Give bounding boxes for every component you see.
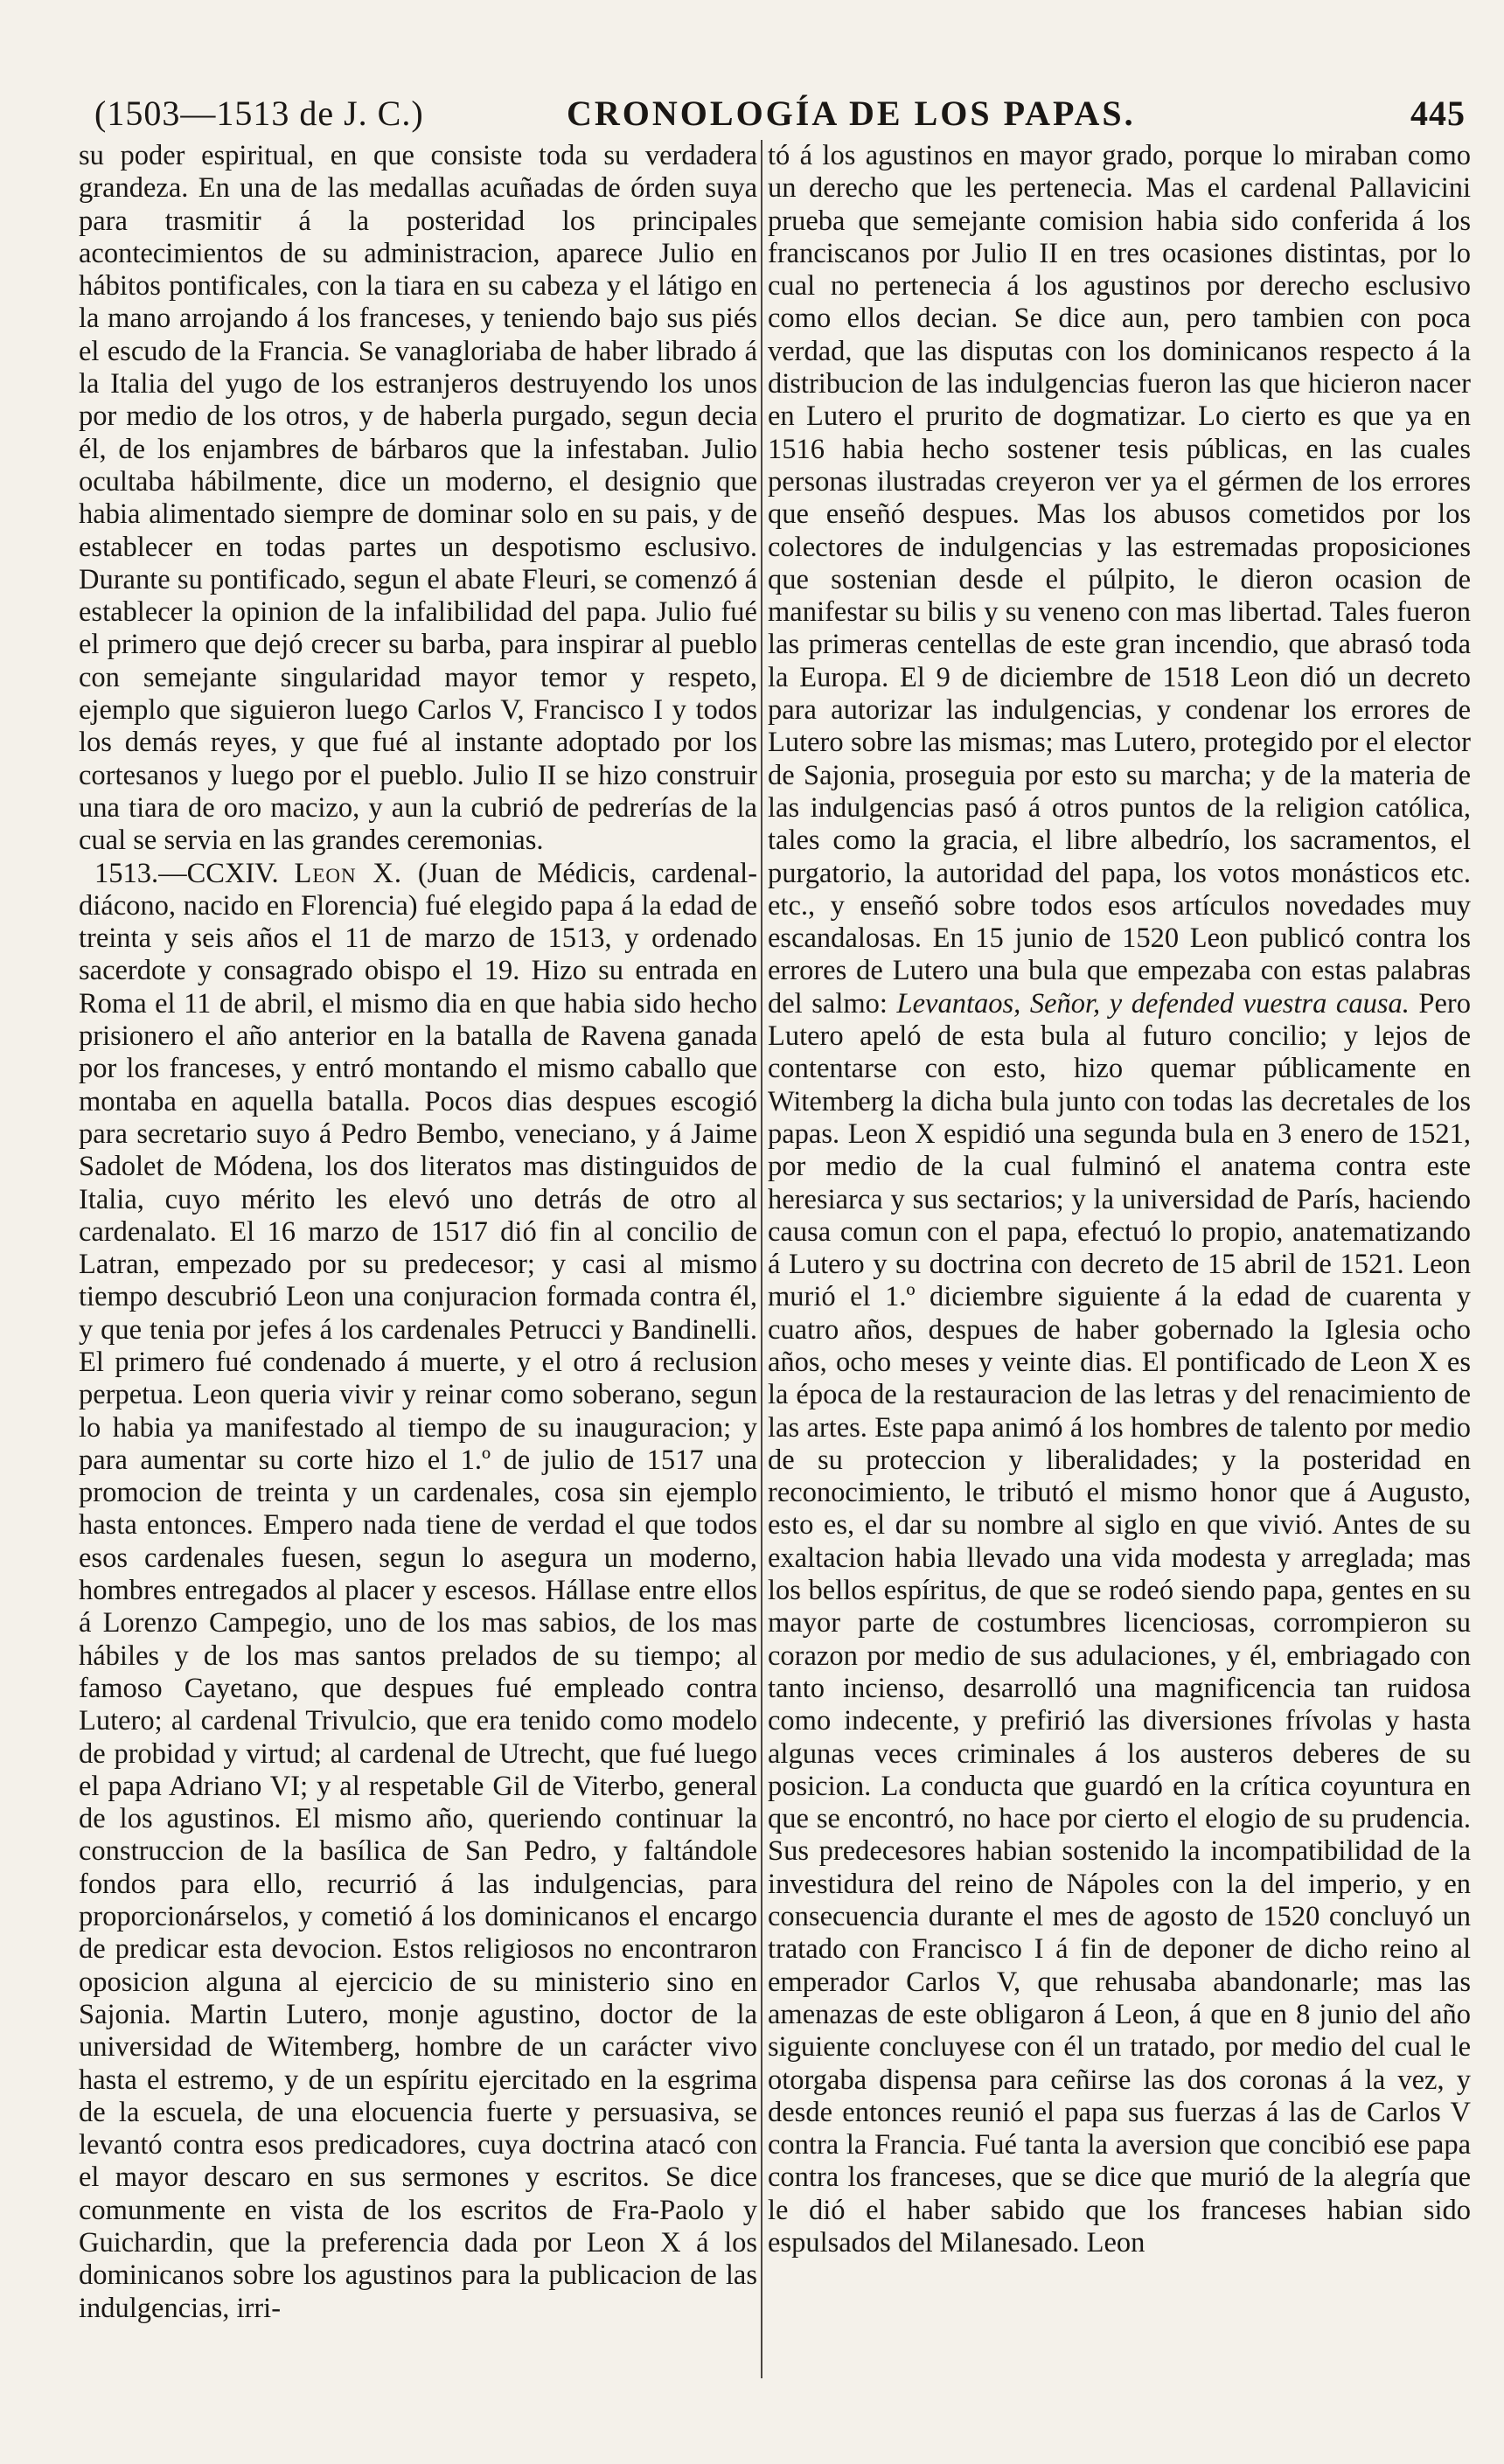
column-divider xyxy=(761,140,762,2378)
left-column xyxy=(79,140,757,2431)
paragraph-continuation xyxy=(768,140,1471,2259)
entry-leon-x xyxy=(79,858,757,2325)
header-date-range: (1503—1513 de J. C.) xyxy=(94,94,424,133)
text-part-2: Pero Lutero apeló de esta bula al futuro concilio; y lejos de contentarse con esto, hizo quemar públicamente en Witemberg la dicha bula junto con todas las decretales de los papas. Leon X espidió una segunda bula en 3 enero de 1521, por medio de la cual fulminó el anatema contra este heresiarca y sus sectarios; y la universidad de París, haciendo causa comun con el papa, efectuó lo propio, anatematizando á Lutero y su doctrina con decreto de 15 abril de 1521. Leon murió el 1.º diciembre siguiente á la edad de cuarenta y cuatro años, despues de haber gobernado la Iglesia ocho años, ocho meses y veinte dias. El pontificado de Leon X es la época de la restauracion de las letras y del renacimiento de las artes. Este papa animó á los hombres de talento por medio de su proteccion y liberalidades; y la posteridad en reconocimiento, le tributó el mismo honor que á Augusto, esto es, el dar su nombre al siglo en que vivió. Antes de su exaltacion habia llevado una vida modesta y arreglada; mas los bellos espíritus, de que se rodeó siendo papa, gentes en su mayor parte de costumbres licenciosas, corrompieron su corazon por medio de sus adulaciones, y él, embriagado con tanto incienso, desarrolló una magnificencia tan ruidosa como indecente, y prefirió las diversiones frívolas y hasta algunas veces criminales á los austeros deberes de su posicion. La conducta que guardó en la crítica coyuntura en que se encontró, no hace por cierto el elogio de su prudencia. Sus predecesores habian sostenido la incompatibilidad de la investidura del reino de Nápoles con la del imperio, y en consecuencia durante el mes de agosto de 1520 concluyó un tratado con Francisco I á fin de deponer de dicho reino al emperador Carlos V, que rehusaba abandonarle; mas las amenazas de este obligaron á Leon, á que en 8 junio del año siguiente concluyese con él un tratado, por medio del cual le otorgaba dispensa para ceñirse las dos coronas á la vez, y desde entonces reunió el papa sus fuerzas á las de Carlos V contra la Francia. Fué tanta la aversion que concibió ese papa contra los franceses, que se dice que murió de la alegría que le dió el haber sabido que los franceses habian sido espulsados del Milanesado. Leon xyxy=(768,987,1471,2259)
right-column xyxy=(768,140,1471,2431)
text-part-1: tó á los agustinos en mayor grado, porque lo miraban como un derecho que les pertenecia. Mas el cardenal Pallavicini prueba que semejante comision habia sido conferida á los franciscanos por Julio II en tres ocasiones distintas, por lo cual no pertenecia á los agustinos por derecho esclusivo como ellos decian. Se dice aun, pero tambien con poca verdad, que las disputas con los dominicanos respecto á la distribucion de las indulgencias fueron las que hicieron nacer en Lutero el prurito de dogmatizar. Lo cierto es que ya en 1516 habia hecho sostener tesis públicas, en las cuales personas ilustradas creyeron ver ya el gérmen de los errores que enseñó despues. Mas los abusos cometidos por los colectores de indulgencias y las estremadas proposiciones que sostenian desde el púlpito, le dieron ocasion de manifestar su bilis y su veneno con mas libertad. Tales fueron las primeras centellas de este gran incendio, que abrasó toda la Europa. El 9 de diciembre de 1518 Leon dió un decreto para autorizar las indulgencias, y condenar los errores de Lutero sobre las mismas; mas Lutero, protegido por el elector de Sajonia, proseguia por esto su marcha; y de la materia de las indulgencias pasó á otros puntos de la religion católica, tales como la gracia, el libre albedrío, los sacramentos, el purgatorio, la autoridad del papa, los votos monásticos etc. etc., y enseñó sobre todos esos artículos novedades muy escandalosas. En 15 junio de 1520 Leon publicó contra los errores de Lutero una bula que empezaba con estas palabras del salmo: xyxy=(768,140,1471,1020)
entry-text: (Juan de Médicis, cardenal-diácono, nacido en Florencia) fué elegido papa á la edad de treinta y seis años el 11 de marzo de 1513, y ordenado sacerdote y consagrado obispo el 19. Hizo su entrada en Roma el 11 de abril, el mismo dia en que habia sido hecho prisionero el año anterior en la batalla de Ravena ganada por los franceses, y entró montando el mismo caballo que montaba en aquella batalla. Pocos dias despues escogió para secretario suyo á Pedro Bembo, veneciano, y á Jaime Sadolet de Módena, los dos literatos mas distinguidos de Italia, cuyo mérito les elevó uno detrás de otro al cardenalato. El 16 marzo de 1517 dió fin al concilio de Latran, empezado por su predecesor; y casi al mismo tiempo descubrió Leon una conjuracion formada contra él, y que tenia por jefes á los cardenales Petrucci y Bandinelli. El primero fué condenado á muerte, y el otro á reclusion perpetua. Leon queria vivir y reinar como soberano, segun lo habia ya manifestado al tiempo de su inauguracion; y para aumentar su corte hizo el 1.º de julio de 1517 una promocion de treinta y un cardenales, cosa sin ejemplo hasta entonces. Empero nada tiene de verdad el que todos esos cardenales fuesen, segun lo asegura un moderno, hombres entregados al placer y escesos. Hállase entre ellos á Lorenzo Campegio, uno de los mas sabios, de los mas hábiles y de los mas santos prelados de su tiempo; al famoso Cayetano, que despues fué empleado contra Lutero; al cardenal Trivulcio, que era tenido como modelo de probidad y virtud; al cardenal de Utrecht, que fué luego el papa Adriano VI; y al respetable Gil de Viterbo, general de los agustinos. El mismo año, queriendo continuar la construccion de la basílica de San Pedro, y faltándole fondos para ello, recurrió á las indulgencias, para proporcionárselos, y cometió á los dominicanos el encargo de predicar esta devocion. Estos religiosos no encontraron oposicion alguna al ejercicio de su ministerio sino en Sajonia. Martin Lutero, monje agustino, doctor de la universidad de Witemberg, hombre de un carácter vivo hasta el estremo, y de un espíritu ejercitado en la esgrima de la escuela, de una elocuencia fuerte y persuasiva, se levantó contra esos predicadores, cuya doctrina atacó con el mayor descaro en sus sermones y escritos. Se dice comunmente en vista de los escritos de Fra-Paolo y Guichardin, que la preferencia dada por Leon X á los dominicanos sobre los agustinos para la publicacion de las indulgencias, irri- xyxy=(79,857,757,2324)
running-header xyxy=(94,91,1466,136)
header-title: CRONOLOGÍA DE LOS PAPAS. xyxy=(567,94,1136,133)
page-number: 445 xyxy=(1410,94,1466,133)
paragraph-julio-ii: su poder espiritual, en que consiste toda su verdadera grandeza. En una de las medallas acuñadas de órden suya para trasmitir á la posteridad los principales acontecimientos de su administracion, aparece Julio en hábitos pontificales, con la tiara en su cabeza y el látigo en la mano arrojando á los franceses, y teniendo bajo sus piés el escudo de la Francia. Se vanagloriaba de haber librado á la Italia del yugo de los estranjeros destruyendo los unos por medio de los otros, y de haberla purgado, segun decia él, de los enjambres de bárbaros que la infestaban. Julio ocultaba hábilmente, dice un moderno, el designio que habia alimentado siempre de dominar solo en su pais, y de establecer en todas partes un despotismo esclusivo. Durante su pontificado, segun el abate Fleuri, se comenzó á establecer la opinion de la infalibilidad del papa. Julio fué el primero que dejó crecer su barba, para inspirar al pueblo con semejante singularidad mayor temor y respeto, ejemplo que siguieron luego Carlos V, Francisco I y todos los demás reyes, y que fué al instante adoptado por los cortesanos y luego por el pueblo. Julio II se hizo construir una tiara de oro macizo, y aun la cubrió de pedrerías de la cual se servia en las grandes ceremonias. xyxy=(79,140,757,857)
pope-name: Leon X. xyxy=(294,857,403,889)
psalm-quote: Levantaos, Señor, y defended vuestra causa. xyxy=(896,987,1410,1020)
entry-year: 1513.—CCXIV. xyxy=(94,857,279,889)
